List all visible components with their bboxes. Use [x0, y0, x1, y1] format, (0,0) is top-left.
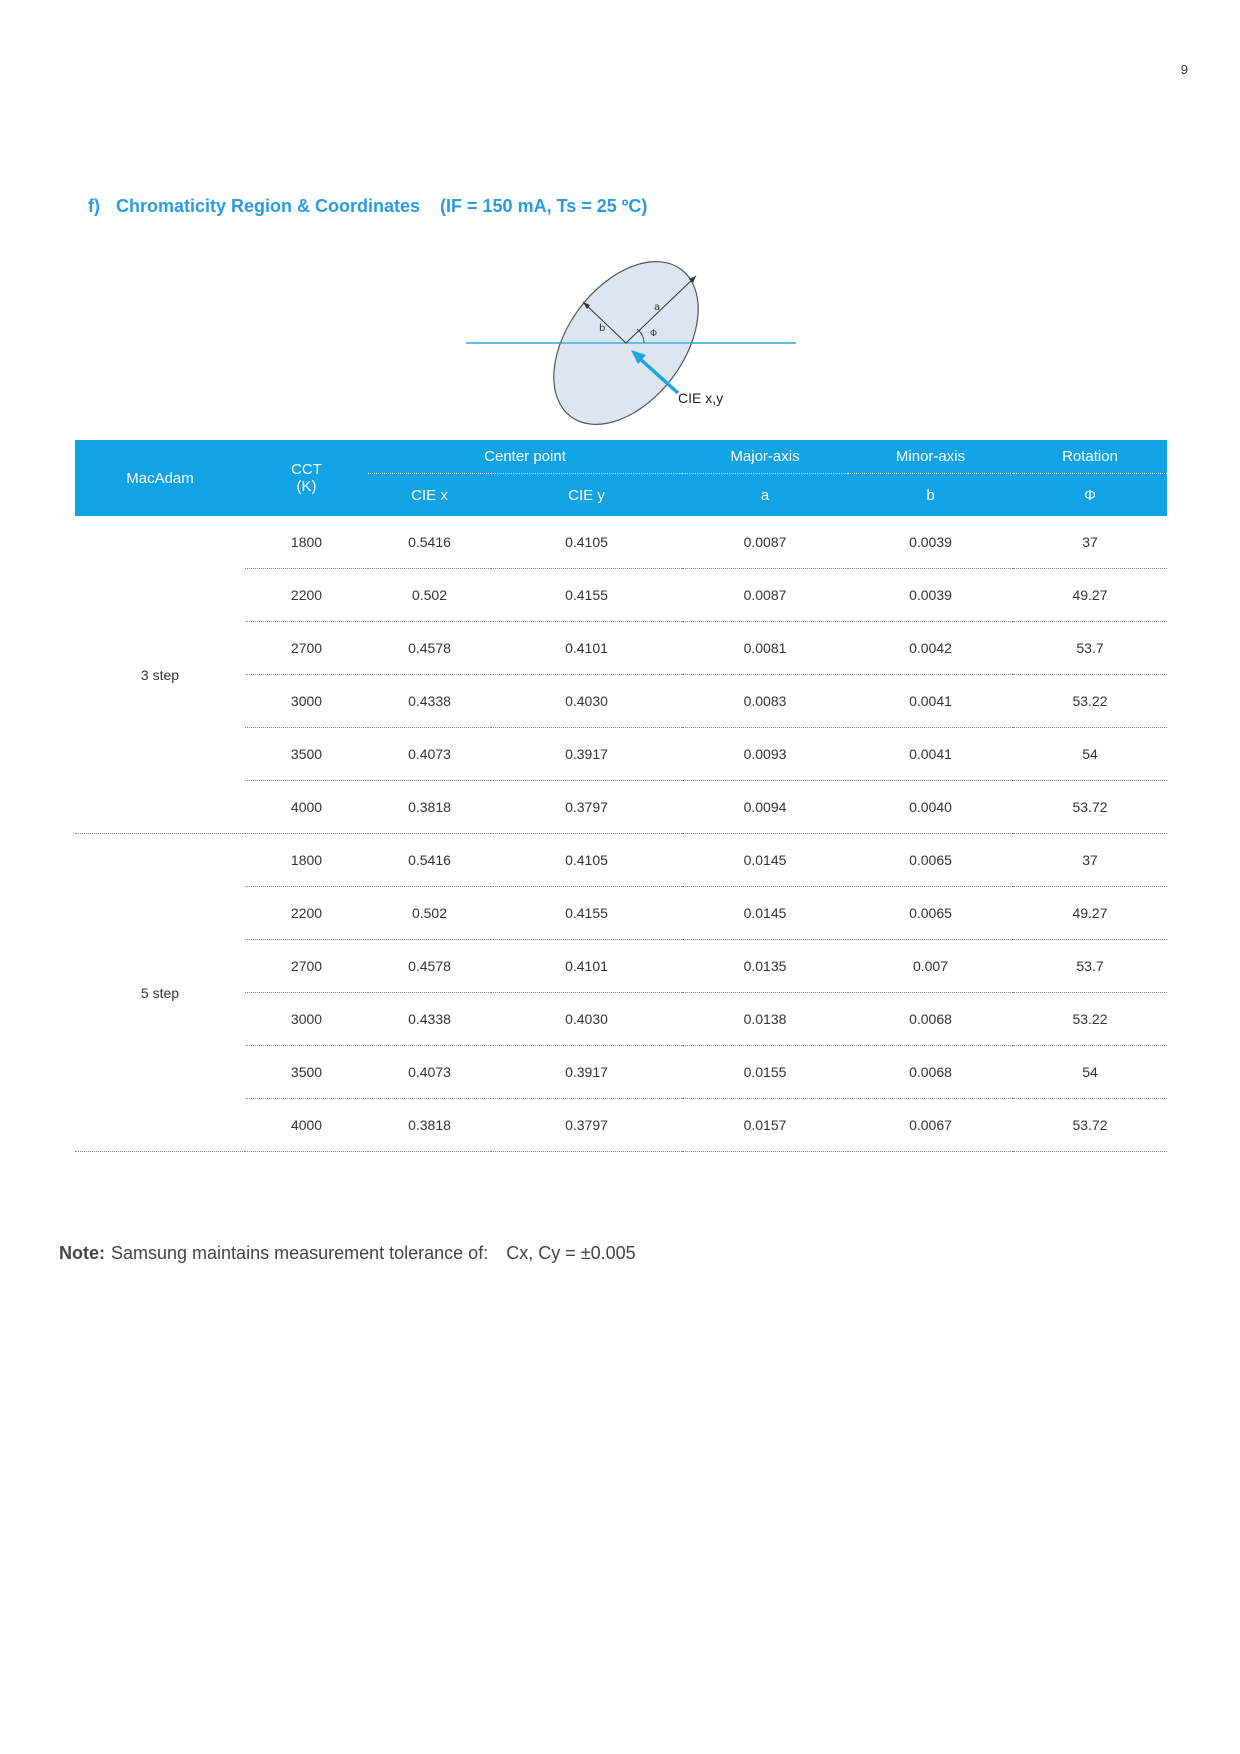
note-value: Cx, Cy = ±0.005 — [506, 1243, 636, 1263]
cie-x-cell: 0.4073 — [368, 1046, 491, 1099]
cct-cell: 1800 — [245, 516, 368, 569]
cie-x-cell: 0.502 — [368, 887, 491, 940]
rotation-cell: 53.22 — [1013, 993, 1167, 1046]
rotation-cell: 49.27 — [1013, 887, 1167, 940]
note-label: Note: — [59, 1243, 105, 1263]
header-cct — [245, 440, 368, 516]
cct-cell: 4000 — [245, 1099, 368, 1152]
label-b: b — [599, 323, 606, 334]
minor-axis-cell: 0.0041 — [848, 675, 1013, 728]
major-axis-cell: 0.0145 — [682, 834, 848, 887]
cct-cell: 1800 — [245, 834, 368, 887]
header-minor-axis: Minor-axis — [848, 440, 1013, 474]
section-heading — [88, 196, 647, 217]
cie-x-cell: 0.4073 — [368, 728, 491, 781]
minor-axis-cell: 0.0039 — [848, 516, 1013, 569]
label-phi: Φ — [650, 329, 658, 339]
minor-axis-cell: 0.007 — [848, 940, 1013, 993]
cie-x-cell: 0.502 — [368, 569, 491, 622]
header-major-sym: a — [682, 474, 848, 517]
cie-y-cell: 0.4105 — [491, 834, 682, 887]
cie-y-cell: 0.4155 — [491, 887, 682, 940]
cie-x-cell: 0.5416 — [368, 834, 491, 887]
rotation-cell: 53.7 — [1013, 622, 1167, 675]
rotation-cell: 53.7 — [1013, 940, 1167, 993]
cct-cell: 3500 — [245, 728, 368, 781]
cie-y-cell: 0.3797 — [491, 1099, 682, 1152]
header-cie-x: CIE x — [368, 474, 491, 517]
label-cie-center: CIE x,y — [678, 390, 724, 406]
header-minor-sym: b — [848, 474, 1013, 517]
minor-axis-cell: 0.0068 — [848, 993, 1013, 1046]
rotation-cell: 37 — [1013, 516, 1167, 569]
cie-x-cell: 0.4338 — [368, 993, 491, 1046]
cie-y-cell: 0.4101 — [491, 940, 682, 993]
tolerance-note — [59, 1243, 636, 1264]
section-title: Chromaticity Region & Coordinates — [116, 196, 421, 216]
rotation-cell: 54 — [1013, 728, 1167, 781]
cie-y-cell: 0.3797 — [491, 781, 682, 834]
minor-axis-cell: 0.0067 — [848, 1099, 1013, 1152]
page-number: 9 — [1180, 62, 1188, 77]
step-label: 3 step — [75, 516, 245, 834]
rotation-cell: 53.72 — [1013, 1099, 1167, 1152]
major-axis-cell: 0.0087 — [682, 516, 848, 569]
minor-axis-cell: 0.0040 — [848, 781, 1013, 834]
table-row — [75, 834, 1167, 887]
label-a: a — [654, 302, 661, 313]
major-axis-cell: 0.0093 — [682, 728, 848, 781]
minor-axis-cell: 0.0042 — [848, 622, 1013, 675]
rotation-cell: 37 — [1013, 834, 1167, 887]
major-axis-cell: 0.0138 — [682, 993, 848, 1046]
cie-x-cell: 0.5416 — [368, 516, 491, 569]
major-axis-cell: 0.0083 — [682, 675, 848, 728]
major-axis-cell: 0.0087 — [682, 569, 848, 622]
cct-cell: 3000 — [245, 993, 368, 1046]
rotation-cell: 53.22 — [1013, 675, 1167, 728]
cie-y-cell: 0.4155 — [491, 569, 682, 622]
cie-x-cell: 0.4578 — [368, 940, 491, 993]
cct-cell: 2200 — [245, 887, 368, 940]
cct-cell: 2700 — [245, 940, 368, 993]
header-cie-y: CIE y — [491, 474, 682, 517]
minor-axis-cell: 0.0065 — [848, 834, 1013, 887]
minor-axis-cell: 0.0041 — [848, 728, 1013, 781]
cie-x-cell: 0.3818 — [368, 781, 491, 834]
major-axis-cell: 0.0081 — [682, 622, 848, 675]
header-rotation: Rotation — [1013, 440, 1167, 474]
cie-x-cell: 0.4338 — [368, 675, 491, 728]
table-row — [75, 516, 1167, 569]
cct-cell: 3000 — [245, 675, 368, 728]
cie-y-cell: 0.4030 — [491, 993, 682, 1046]
rotation-cell: 49.27 — [1013, 569, 1167, 622]
header-cct-line1: CCT — [291, 461, 322, 478]
chromaticity-ellipse-diagram — [466, 258, 806, 433]
cie-x-cell: 0.4578 — [368, 622, 491, 675]
section-label: f) — [88, 196, 100, 216]
cie-y-cell: 0.4030 — [491, 675, 682, 728]
header-rotation-sym: Φ — [1013, 474, 1167, 517]
header-center-point: Center point — [368, 440, 682, 474]
major-axis-cell: 0.0135 — [682, 940, 848, 993]
rotation-cell: 53.72 — [1013, 781, 1167, 834]
section-condition: (IF = 150 mA, Ts = 25 ºC) — [440, 196, 648, 216]
note-text: Samsung maintains measurement tolerance of: — [111, 1243, 489, 1263]
major-axis-cell: 0.0094 — [682, 781, 848, 834]
minor-axis-cell: 0.0065 — [848, 887, 1013, 940]
header-cct-line2: (K) — [296, 478, 317, 495]
cie-x-cell: 0.3818 — [368, 1099, 491, 1152]
cct-cell: 4000 — [245, 781, 368, 834]
cie-y-cell: 0.4105 — [491, 516, 682, 569]
major-axis-cell: 0.0145 — [682, 887, 848, 940]
major-axis-cell: 0.0157 — [682, 1099, 848, 1152]
minor-axis-cell: 0.0039 — [848, 569, 1013, 622]
header-macadam: MacAdam — [75, 440, 245, 516]
cie-y-cell: 0.4101 — [491, 622, 682, 675]
minor-axis-cell: 0.0068 — [848, 1046, 1013, 1099]
step-label: 5 step — [75, 834, 245, 1152]
cct-cell: 2200 — [245, 569, 368, 622]
cct-cell: 2700 — [245, 622, 368, 675]
chromaticity-table — [75, 440, 1167, 1152]
cie-y-cell: 0.3917 — [491, 728, 682, 781]
macadam-ellipse — [524, 258, 727, 433]
header-major-axis: Major-axis — [682, 440, 848, 474]
major-axis-cell: 0.0155 — [682, 1046, 848, 1099]
cct-cell: 3500 — [245, 1046, 368, 1099]
cie-y-cell: 0.3917 — [491, 1046, 682, 1099]
rotation-cell: 54 — [1013, 1046, 1167, 1099]
